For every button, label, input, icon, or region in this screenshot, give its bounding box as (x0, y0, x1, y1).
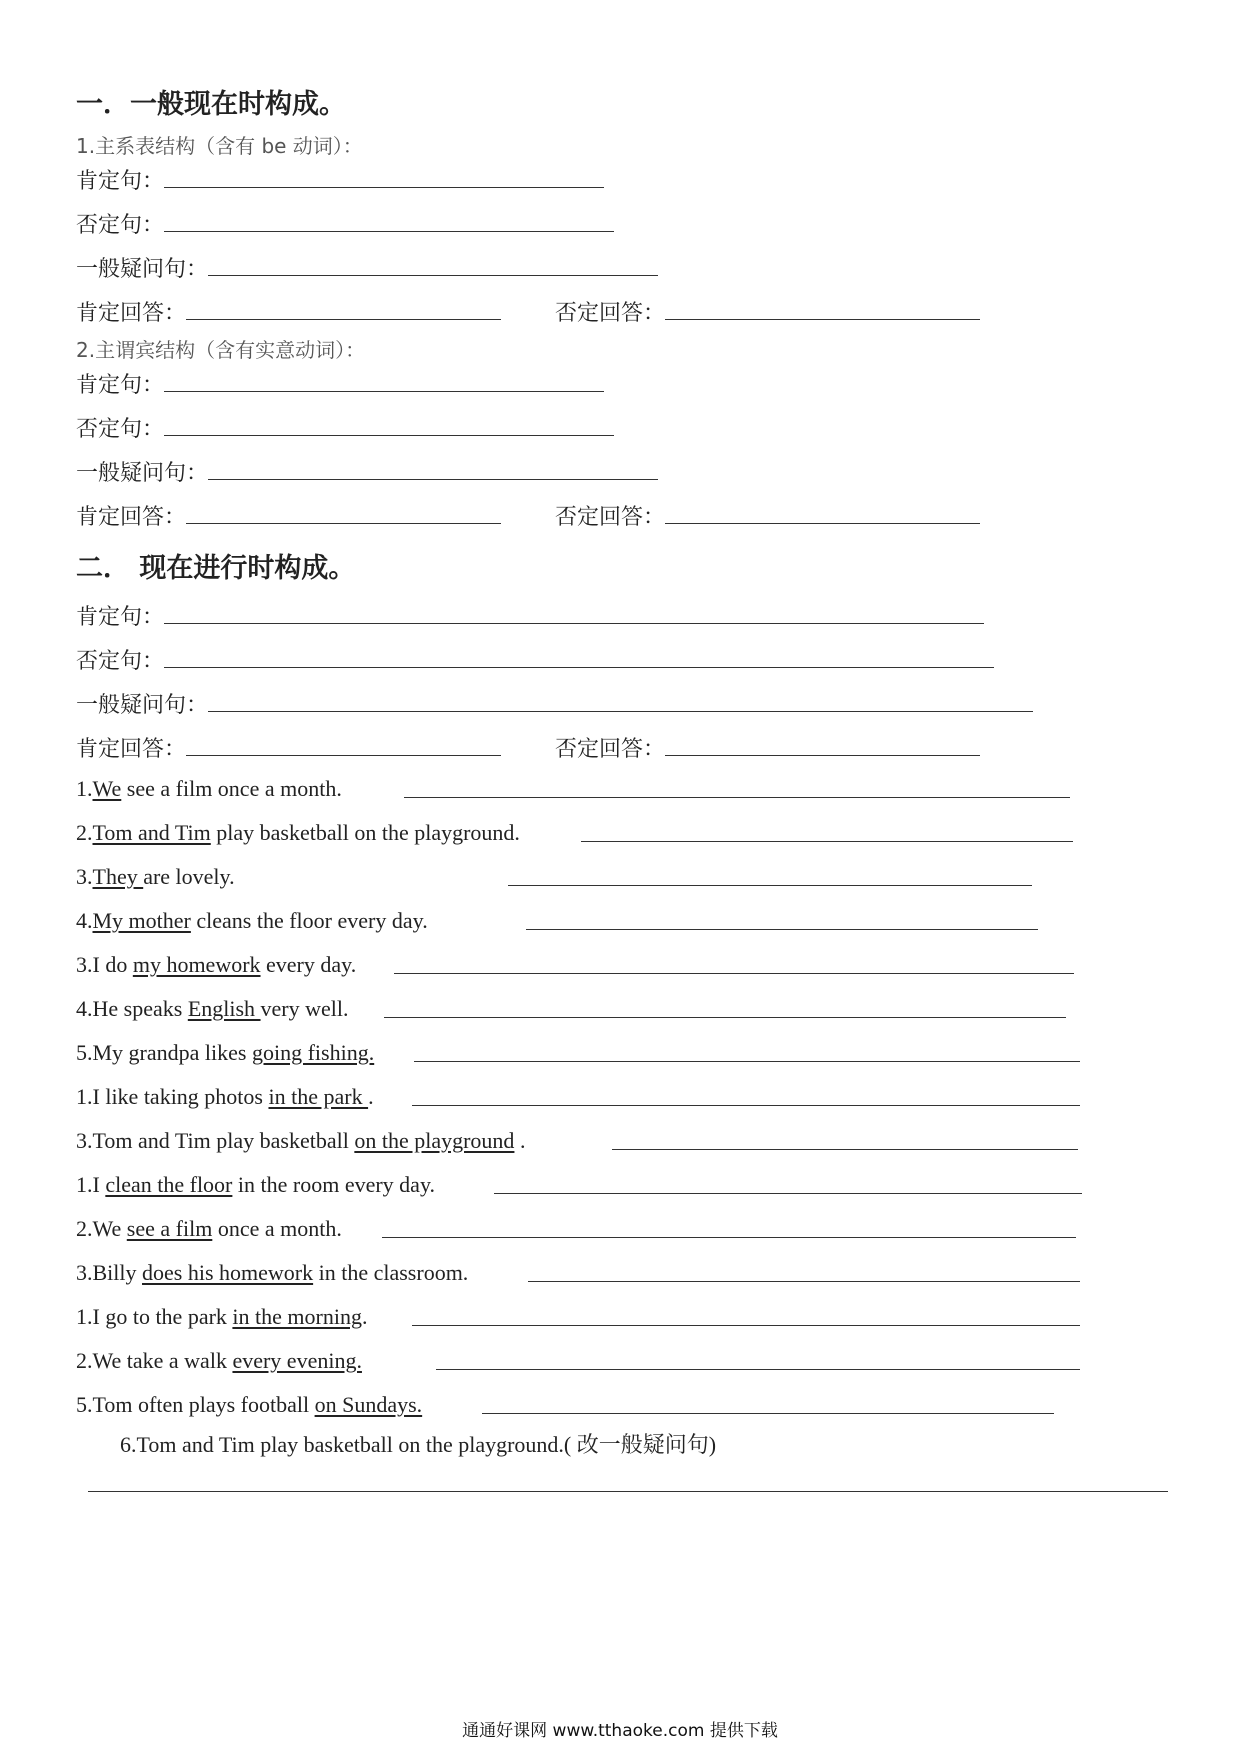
s2-negative-row (76, 644, 994, 675)
exercise-text: 1.I like taking photos (76, 1084, 269, 1109)
answer-blank[interactable] (665, 318, 980, 320)
answer-blank[interactable] (208, 710, 1033, 712)
no-answer-label: 否定回答： (555, 301, 666, 326)
underlined-part: English (187, 996, 261, 1021)
exercise-text: 1.I go to the park (76, 1304, 233, 1329)
exercise-text: 3.Billy (76, 1260, 143, 1285)
answer-blank[interactable] (528, 1280, 1080, 1282)
exercise-row (76, 1392, 422, 1418)
answer-blank[interactable] (482, 1412, 1054, 1414)
answer-blank[interactable] (581, 840, 1073, 842)
underlined-part: on Sundays. (314, 1392, 423, 1417)
answer-blank[interactable] (612, 1148, 1078, 1150)
affirmative-label: 肯定句： (76, 373, 165, 398)
yes-answer-label: 肯定回答： (76, 737, 187, 762)
exercise-row (76, 952, 356, 978)
exercise-text: 5.Tom often plays football (76, 1392, 315, 1417)
underlined-part: on the playground (354, 1128, 515, 1153)
answer-blank[interactable] (404, 796, 1070, 798)
exercise-row (76, 1216, 342, 1242)
exercise-text: . (514, 1128, 526, 1153)
exercise-row (76, 1304, 367, 1330)
part-2-heading: 2.主谓宾结构（含有实意动词）： (76, 338, 366, 362)
yes-answer-label: 肯定回答： (76, 505, 187, 530)
exercise-row (76, 864, 235, 890)
exercise-text: every day. (260, 952, 357, 977)
answer-blank[interactable] (164, 390, 604, 392)
answer-blank[interactable] (508, 884, 1032, 886)
exercise-text: once a month. (212, 1216, 342, 1241)
exercise-text: 3.Tom and Tim play basketball (76, 1128, 355, 1153)
exercise-row (76, 1172, 435, 1198)
answer-blank[interactable] (665, 522, 980, 524)
underlined-part: every evening. (232, 1348, 362, 1373)
exercise-row (76, 996, 349, 1022)
answer-blank[interactable] (164, 666, 994, 668)
underlined-part: going fishing. (251, 1040, 375, 1065)
s1p2-negative-row (76, 412, 614, 443)
exercise-text: 4. (76, 908, 93, 933)
s1p1-negative-row (76, 208, 614, 239)
answer-blank[interactable] (164, 230, 614, 232)
underlined-part: My mother (92, 908, 191, 933)
question-label: 一般疑问句： (76, 257, 209, 282)
answer-blank[interactable] (494, 1192, 1082, 1194)
s2-answers-row (76, 732, 980, 763)
underlined-part: in the morning (232, 1304, 362, 1329)
underlined-part: in the park (268, 1084, 369, 1109)
answer-blank[interactable] (436, 1368, 1080, 1370)
exercise-row (76, 1084, 374, 1110)
exercise-row (76, 1348, 362, 1374)
question-label: 一般疑问句： (76, 461, 209, 486)
footer: 通通好课网 www.tthaoke.com 提供下载 (462, 1721, 778, 1741)
answer-blank[interactable] (186, 318, 501, 320)
s1p1-affirmative-row (76, 164, 604, 195)
exercise-row (76, 1040, 374, 1066)
underlined-part: Tom and Tim (92, 820, 211, 845)
s1p1-question-row (76, 252, 658, 283)
answer-blank[interactable] (665, 754, 980, 756)
yes-answer-label: 肯定回答： (76, 301, 187, 326)
answer-blank[interactable] (412, 1104, 1080, 1106)
answer-blank[interactable] (164, 434, 614, 436)
exercise-text: in the room every day. (232, 1172, 436, 1197)
exercise-text: cleans the floor every day. (190, 908, 428, 933)
section-2-title: 二． 现在进行时构成。 (76, 553, 356, 584)
negative-label: 否定句： (76, 649, 165, 674)
answer-blank[interactable] (208, 274, 658, 276)
underlined-part: does his homework (142, 1260, 314, 1285)
exercise-text: see a film once a month. (121, 776, 342, 801)
exercise-text: 2. (76, 820, 93, 845)
negative-label: 否定句： (76, 417, 165, 442)
exercise-text: 4.He speaks (76, 996, 188, 1021)
affirmative-label: 肯定句： (76, 605, 165, 630)
underlined-part: my homework (132, 952, 261, 977)
no-answer-label: 否定回答： (555, 505, 666, 530)
underlined-part: clean the floor (105, 1172, 233, 1197)
underlined-part: They (92, 864, 144, 889)
answer-blank[interactable] (412, 1324, 1080, 1326)
answer-blank[interactable] (382, 1236, 1076, 1238)
exercise-text: play basketball on the playground. (210, 820, 520, 845)
s2-affirmative-row (76, 600, 984, 631)
exercise-text: 1.I (76, 1172, 106, 1197)
underlined-part: We (92, 776, 122, 801)
answer-blank[interactable] (414, 1060, 1080, 1062)
exercise-row (76, 1128, 525, 1154)
exercise-row (76, 820, 520, 846)
answer-blank[interactable] (186, 754, 501, 756)
exercise-row (76, 776, 342, 802)
affirmative-label: 肯定句： (76, 169, 165, 194)
exercise-text: very well. (260, 996, 349, 1021)
answer-blank[interactable] (384, 1016, 1066, 1018)
exercise-text: 3.I do (76, 952, 133, 977)
answer-blank[interactable] (164, 622, 984, 624)
exercise-text: 2.We (76, 1216, 127, 1241)
s1p2-affirmative-row (76, 368, 604, 399)
s2-question-row (76, 688, 1033, 719)
answer-blank[interactable] (526, 928, 1038, 930)
exercise-text: 1. (76, 776, 93, 801)
part-1-heading: 1.主系表结构（含有 be 动词）： (76, 134, 363, 158)
underlined-part: see a film (126, 1216, 213, 1241)
s1p2-question-row (76, 456, 658, 487)
exercise-text: . (368, 1084, 374, 1109)
exercise-row (76, 908, 428, 934)
exercise-text: 2.We take a walk (76, 1348, 233, 1373)
section-1-title: 一．一般现在时构成。 (76, 89, 346, 120)
negative-label: 否定句： (76, 213, 165, 238)
exercise-text: 5.My grandpa likes (76, 1040, 252, 1065)
s1p1-answers-row (76, 296, 980, 327)
last-item: 6.Tom and Tim play basketball on the playground.( 改一般疑问句) (120, 1432, 717, 1457)
answer-blank[interactable] (394, 972, 1074, 974)
answer-blank[interactable] (88, 1490, 1168, 1492)
exercise-text: in the classroom. (313, 1260, 469, 1285)
answer-blank[interactable] (164, 186, 604, 188)
exercise-text: 3. (76, 864, 93, 889)
question-label: 一般疑问句： (76, 693, 209, 718)
exercise-row (76, 1260, 468, 1286)
answer-blank[interactable] (208, 478, 658, 480)
no-answer-label: 否定回答： (555, 737, 666, 762)
answer-blank[interactable] (186, 522, 501, 524)
exercise-text: are lovely. (143, 864, 235, 889)
exercise-text: . (361, 1304, 368, 1329)
s1p2-answers-row (76, 500, 980, 531)
